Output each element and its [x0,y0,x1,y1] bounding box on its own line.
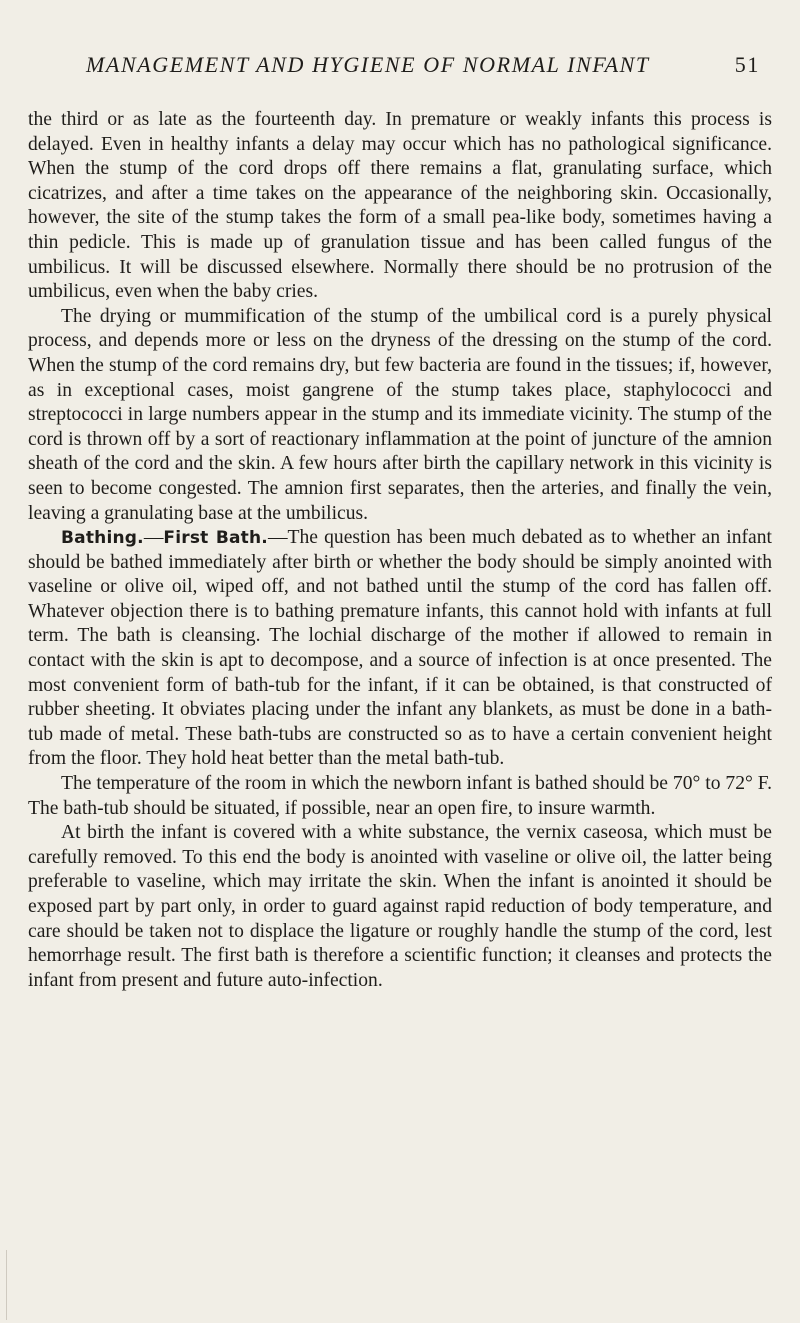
margin-mark [6,1250,7,1320]
body-text [28,108,772,993]
running-head [60,52,760,80]
page-number: 51 [734,52,760,77]
paragraph-cord-separation: the third or as late as the fourteenth day. In premature or weakly infants this process is delayed. Even in healthy infants a delay may occur which has no pathological significance. When the stump of the cord drops off there remains a flat, granulating surface, which cicatrizes, and after a time takes on the appearance of the neighboring skin. Occasionally, however, the site of the stump takes the form of a small pea-like body, sometimes having a thin pedicle. This is made up of granulation tissue and has been called fungus of the umbilicus. It will be discussed elsewhere. Normally there should be no protrusion of the umbilicus, even when the baby cries. [28,109,772,303]
paragraph-bathing [28,526,772,772]
running-head-title: MANAGEMENT AND HYGIENE OF NORMAL INFANT [86,52,650,77]
heading-dash-2: — [267,527,288,549]
subsection-heading-first-bath: First Bath. [163,528,268,549]
paragraph-room-temperature: The temperature of the room in which the newborn infant is bathed should be 70° to 72° F. The bath-tub should be situated, if possible, near an open fire, to insure warmth. [28,773,772,819]
paragraph-vernix-caseosa: At birth the infant is covered with a white substance, the vernix caseosa, which must be carefully removed. To this end the body is anointed with vaseline or olive oil, the latter being preferable to vaseline, which may irritate the skin. When the infant is anointed it should be exposed part by part only, in order to guard against rapid reduction of body temperature, and care should be taken not to displace the ligature or roughly handle the stump of the cord, lest hemorrhage result. The first bath is therefore a scientific function; it cleanses and protects the infant from present and future auto-infection. [28,822,772,991]
paragraph-mummification: The drying or mummification of the stump of the umbilical cord is a purely physical process, and depends more or less on the dryness of the dressing on the stump of the cord. When the stump of the cord remains dry, but few bacteria are found in the tissues; if, however, as in exceptional cases, moist gangrene of the stump takes place, staphylococci and streptococci in large numbers appear in the stump and its immediate vicinity. The stump of the cord is thrown off by a sort of reactionary inflammation at the point of juncture of the amnion sheath of the cord and the skin. A few hours after birth the capillary network in this vicinity is seen to become congested. The amnion first separates, then the arteries, and finally the vein, leaving a granulating base at the umbilicus. [28,305,772,524]
heading-dash: — [143,527,164,549]
bathing-text: The question has been much debated as to whether an infant should be bathed immediately after birth or whether the body should be simply anointed with vaseline or olive oil, wiped off, and not bathed until the stump of the cord has fallen off. Whatever objection there is to bathing premature infants, this cannot hold with infants at full term. The bath is cleansing. The lochial discharge of the mother if allowed to remain in contact with the skin is apt to decompose, and a source of infection is at once presented. The most convenient form of bath-tub for the infant, if it can be obtained, is that constructed of rubber sheeting. It obviates placing under the infant any blankets, as must be done in a bath-tub made of metal. These bath-tubs are constructed so as to have a certain convenient height from the floor. They hold heat better than the metal bath-tub. [28,527,772,770]
section-heading-bathing: Bathing. [61,528,144,549]
